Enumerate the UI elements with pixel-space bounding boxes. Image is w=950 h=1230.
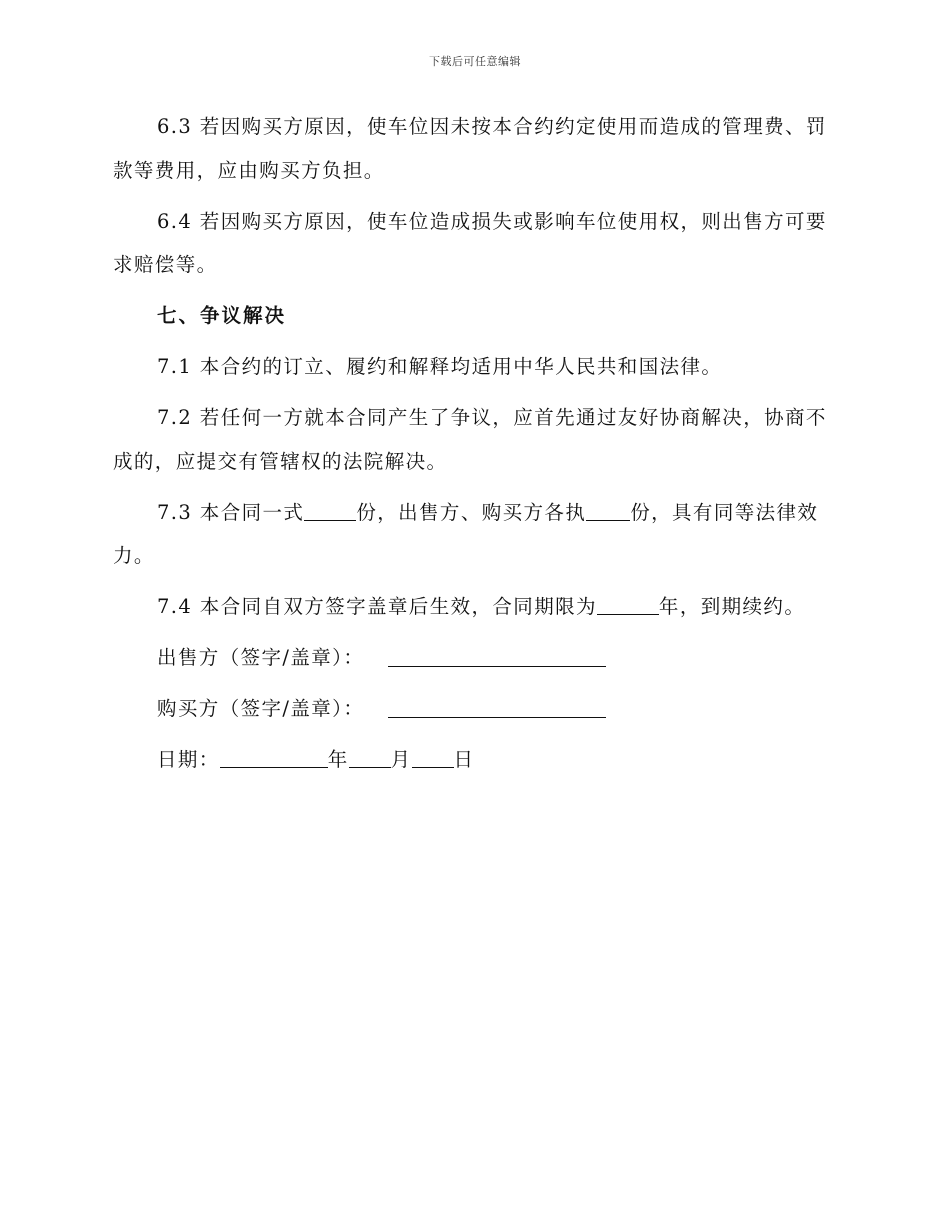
section-7-heading: 七、争议解决	[157, 304, 287, 327]
date-month-blank[interactable]	[349, 749, 391, 768]
clause-7-3-text-1: 7.3 本合同一式	[157, 501, 305, 524]
date-day-label: 日	[453, 748, 475, 771]
clause-7-2-line-1: 7.2 若任何一方就本合同产生了争议，应首先通过友好协商解决，协商不	[157, 406, 827, 429]
clause-7-3-line-2: 力。	[113, 544, 155, 567]
clause-7-4-text-2: 年，到期续约。	[658, 595, 806, 618]
clause-7-3-line-1	[157, 501, 818, 525]
clause-7-1: 7.1 本合约的订立、履约和解释均适用中华人民共和国法律。	[157, 355, 723, 378]
clause-6-3-line-1: 6.3 若因购买方原因，使车位因未按本合约约定使用而造成的管理费、罚	[157, 115, 827, 138]
copies-total-blank[interactable]	[304, 502, 356, 521]
buyer-signature-label: 购买方（签字/盖章）：	[157, 697, 365, 720]
clause-7-4-text-1: 7.4 本合同自双方签字盖章后生效，合同期限为	[157, 595, 597, 618]
date-row	[157, 748, 474, 772]
clause-7-3-text-3: 份，具有同等法律效	[630, 501, 819, 524]
clause-6-3-line-2: 款等费用，应由购买方负担。	[113, 159, 385, 182]
seller-signature-line[interactable]	[388, 666, 606, 667]
date-year-blank[interactable]	[220, 749, 328, 768]
contract-term-blank[interactable]	[597, 596, 659, 615]
seller-signature-label: 出售方（签字/盖章）：	[157, 646, 365, 669]
copies-each-blank[interactable]	[586, 502, 630, 521]
clause-7-3-text-2: 份，出售方、购买方各执	[356, 501, 587, 524]
date-day-blank[interactable]	[412, 749, 454, 768]
date-year-label: 年	[327, 748, 349, 771]
clause-6-4-line-2: 求赔偿等。	[113, 253, 218, 276]
date-month-label: 月	[390, 748, 412, 771]
clause-7-2-line-2: 成的，应提交有管辖权的法院解决。	[113, 450, 448, 473]
page-header-note: 下载后可任意编辑	[429, 55, 521, 68]
clause-6-4-line-1: 6.4 若因购买方原因，使车位造成损失或影响车位使用权，则出售方可要	[157, 210, 827, 233]
clause-7-4	[157, 595, 805, 619]
date-label: 日期：	[157, 748, 220, 771]
buyer-signature-line[interactable]	[388, 717, 606, 718]
